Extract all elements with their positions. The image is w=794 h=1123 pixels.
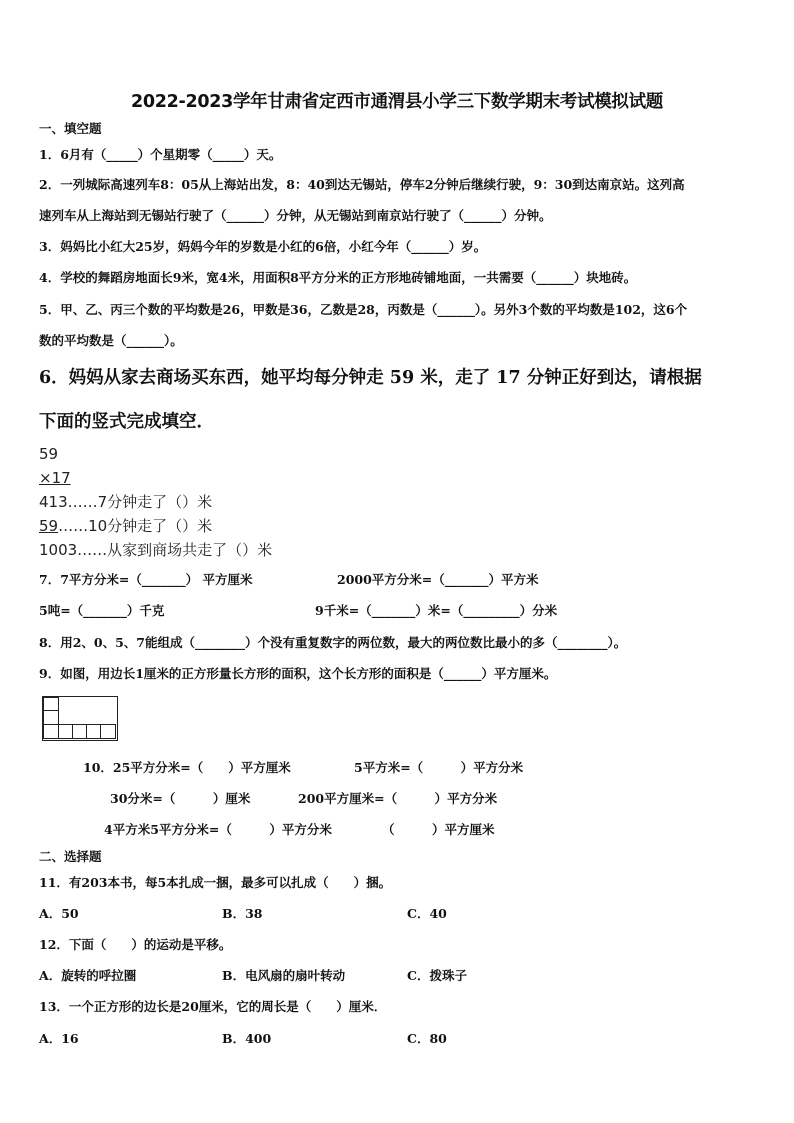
vertical-line-1: 59: [39, 445, 59, 463]
section-heading-choice: 二、选择题: [39, 849, 102, 864]
grid-cell: [86, 724, 101, 739]
question-12-option-c: C．拨珠子: [407, 968, 467, 983]
question-13-option-a: A．16: [39, 1031, 79, 1046]
grid-cell: [58, 724, 73, 739]
rectangle-grid-figure: [42, 696, 118, 741]
question-13-option-b: B．400: [222, 1031, 272, 1046]
grid-cell: [100, 724, 116, 739]
question-10-e: 4平方米5平方分米=（ ）平方分米: [104, 822, 332, 837]
question-3: 3．妈妈比小红大25岁，妈妈今年的岁数是小红的6倍，小红今年（______）岁。: [39, 239, 487, 254]
question-12: 12．下面（ ）的运动是平移。: [39, 937, 232, 952]
vertical-line-4-text: ……10分钟走了（）米: [58, 517, 213, 535]
question-5-line-1: 5．甲、乙、丙三个数的平均数是26，甲数是36，乙数是28，丙数是（______）。另外3个数的平均数是102，这6个: [39, 302, 688, 317]
question-6-line-1: 6．妈妈从家去商场买东西，她平均每分钟走 59 米，走了 17 分钟正好到达，请根据: [39, 368, 702, 388]
grid-cell: [43, 697, 59, 711]
question-7-c: 5吨=（_______）千克: [39, 603, 165, 618]
page-title: 2022-2023学年甘肃省定西市通渭县小学三下数学期末考试模拟试题: [131, 92, 663, 112]
grid-cell: [72, 724, 87, 739]
question-10-f: （ ）平方厘米: [382, 822, 495, 837]
question-10-d: 200平方厘米=（ ）平方分米: [298, 791, 498, 806]
question-2-line-2: 速列车从上海站到无锡站行驶了（______）分钟，从无锡站到南京站行驶了（______）分钟。: [39, 208, 552, 223]
question-10-a: 10．25平方分米=（ ）平方厘米: [83, 760, 291, 775]
question-13-option-c: C．80: [407, 1031, 447, 1046]
question-1: 1．6月有（_____）个星期零（_____）天。: [39, 147, 282, 162]
question-7-a: 7．7平方分米=（_______） 平方厘米: [39, 572, 253, 587]
question-4: 4．学校的舞蹈房地面长9米，宽4米，用面积8平方分米的正方形地砖铺地面，一共需要（______）块地砖。: [39, 270, 637, 285]
vertical-line-4: [39, 516, 212, 536]
question-10-c: 30分米=（ ）厘米: [110, 791, 251, 806]
question-2-line-1: 2．一列城际高速列车8：05从上海站出发，8：40到达无锡站，停车2分钟后继续行驶，9：30到达南京站。这列高: [39, 177, 685, 192]
vertical-line-2: ×17: [39, 469, 71, 487]
question-6-line-2: 下面的竖式完成填空．: [39, 412, 214, 432]
vertical-line-5: 1003……从家到商场共走了（）米: [39, 541, 273, 559]
vertical-line-3: 413……7分钟走了（）米: [39, 493, 213, 511]
question-8: 8．用2、0、5、7能组成（________）个没有重复数字的两位数，最大的两位数比最小的多（________）。: [39, 635, 627, 650]
question-11-option-b: B．38: [222, 906, 263, 921]
vertical-line-4-number: 59: [39, 517, 59, 535]
question-10-b: 5平方米=（ ）平方分米: [354, 760, 524, 775]
question-11: 11．有203本书，每5本扎成一捆，最多可以扎成（ ）捆。: [39, 875, 392, 890]
question-7-d: 9千米=（_______）米=（_________）分米: [315, 603, 558, 618]
grid-cell: [43, 724, 59, 739]
question-13: 13．一个正方形的边长是20厘米，它的周长是（ ）厘米．: [39, 999, 387, 1014]
question-11-option-a: A．50: [39, 906, 79, 921]
question-12-option-a: A．旋转的呼拉圈: [39, 968, 137, 983]
question-12-option-b: B．电风扇的扇叶转动: [222, 968, 346, 983]
question-11-option-c: C．40: [407, 906, 447, 921]
question-9: 9．如图，用边长1厘米的正方形量长方形的面积，这个长方形的面积是（______）平方厘米。: [39, 666, 557, 681]
section-heading-fill: 一、填空题: [39, 121, 102, 136]
grid-cell: [43, 710, 59, 725]
question-5-line-2: 数的平均数是（______）。: [39, 333, 183, 348]
question-7-b: 2000平方分米=（_______）平方米: [337, 572, 539, 587]
